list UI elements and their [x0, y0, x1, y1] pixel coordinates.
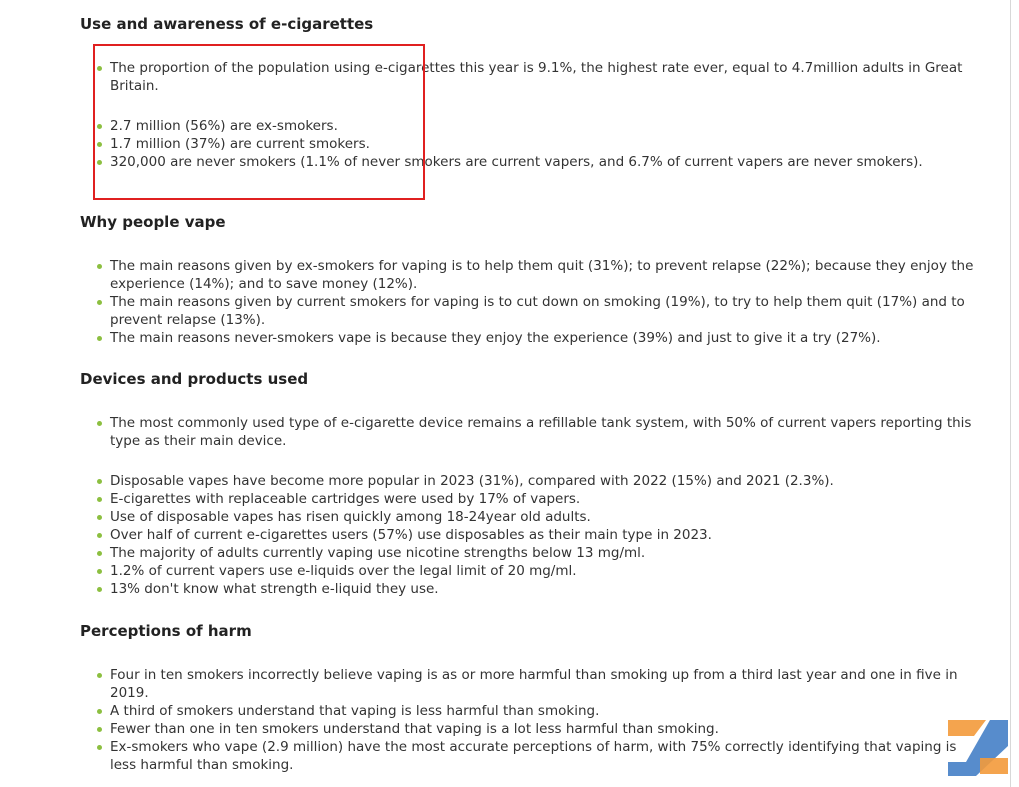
list-item: The proportion of the population using e-cigarettes this year is 9.1%, the highest rate ever, equal to 4.7million adults in Great Britain. — [96, 59, 976, 95]
bullet-icon — [97, 421, 102, 426]
list-item: Four in ten smokers incorrectly believe vaping is as or more harmful than smoking up from a third last year and one in five in 2019. — [96, 666, 976, 702]
list-item: The majority of adults currently vaping use nicotine strengths below 13 mg/ml. — [96, 544, 976, 562]
bullet-icon — [97, 745, 102, 750]
bullet-icon — [97, 264, 102, 269]
highlight-box — [93, 44, 425, 200]
bullet-icon — [97, 533, 102, 538]
list-perceptions-harm — [96, 666, 976, 774]
list-item: E-cigarettes with replaceable cartridges were used by 17% of vapers. — [96, 490, 976, 508]
brand-logo-icon — [946, 718, 1008, 776]
list-item: 13% don't know what strength e-liquid they use. — [96, 580, 976, 598]
list-item: 320,000 are never smokers (1.1% of never smokers are current vapers, and 6.7% of current vapers are never smokers). — [96, 153, 976, 171]
bullet-icon — [97, 497, 102, 502]
section-title-perceptions-harm: Perceptions of harm — [80, 622, 252, 640]
list-item: The main reasons given by ex-smokers for vaping is to help them quit (31%); to prevent relapse (22%); because they enjoy the experience (14%); and to save money (12%). — [96, 257, 976, 293]
list-why-people-vape — [96, 257, 976, 347]
page-scroll-edge — [1010, 0, 1011, 787]
list-item: 1.7 million (37%) are current smokers. — [96, 135, 976, 153]
list-item: A third of smokers understand that vaping is less harmful than smoking. — [96, 702, 976, 720]
list-item: Use of disposable vapes has risen quickly among 18-24year old adults. — [96, 508, 976, 526]
list-item: Disposable vapes have become more popular in 2023 (31%), compared with 2022 (15%) and 2021 (2.3%). — [96, 472, 976, 490]
list-devices-products — [96, 414, 976, 598]
section-title-why-people-vape: Why people vape — [80, 213, 226, 231]
bullet-icon — [97, 673, 102, 678]
bullet-icon — [97, 300, 102, 305]
list-item: Ex-smokers who vape (2.9 million) have the most accurate perceptions of harm, with 75% correctly identifying that vaping is less harmful than smoking. — [96, 738, 976, 774]
list-item: The main reasons never-smokers vape is because they enjoy the experience (39%) and just to give it a try (27%). — [96, 329, 976, 347]
bullet-icon — [97, 727, 102, 732]
list-item: The main reasons given by current smokers for vaping is to cut down on smoking (19%), to try to help them quit (17%) and to prevent relapse (13%). — [96, 293, 976, 329]
list-item: The most commonly used type of e-cigarette device remains a refillable tank system, with 50% of current vapers reporting this type as their main device. — [96, 414, 976, 450]
section-title-use-awareness: Use and awareness of e-cigarettes — [80, 15, 374, 33]
list-item: Over half of current e-cigarettes users (57%) use disposables as their main type in 2023. — [96, 526, 976, 544]
list-item: 1.2% of current vapers use e-liquids over the legal limit of 20 mg/ml. — [96, 562, 976, 580]
bullet-icon — [97, 479, 102, 484]
section-title-devices-products: Devices and products used — [80, 370, 309, 388]
bullet-icon — [97, 515, 102, 520]
bullet-icon — [97, 336, 102, 341]
bullet-icon — [97, 587, 102, 592]
list-item: Fewer than one in ten smokers understand that vaping is a lot less harmful than smoking. — [96, 720, 976, 738]
list-item: 2.7 million (56%) are ex-smokers. — [96, 117, 976, 135]
bullet-icon — [97, 569, 102, 574]
bullet-icon — [97, 709, 102, 714]
bullet-icon — [97, 551, 102, 556]
